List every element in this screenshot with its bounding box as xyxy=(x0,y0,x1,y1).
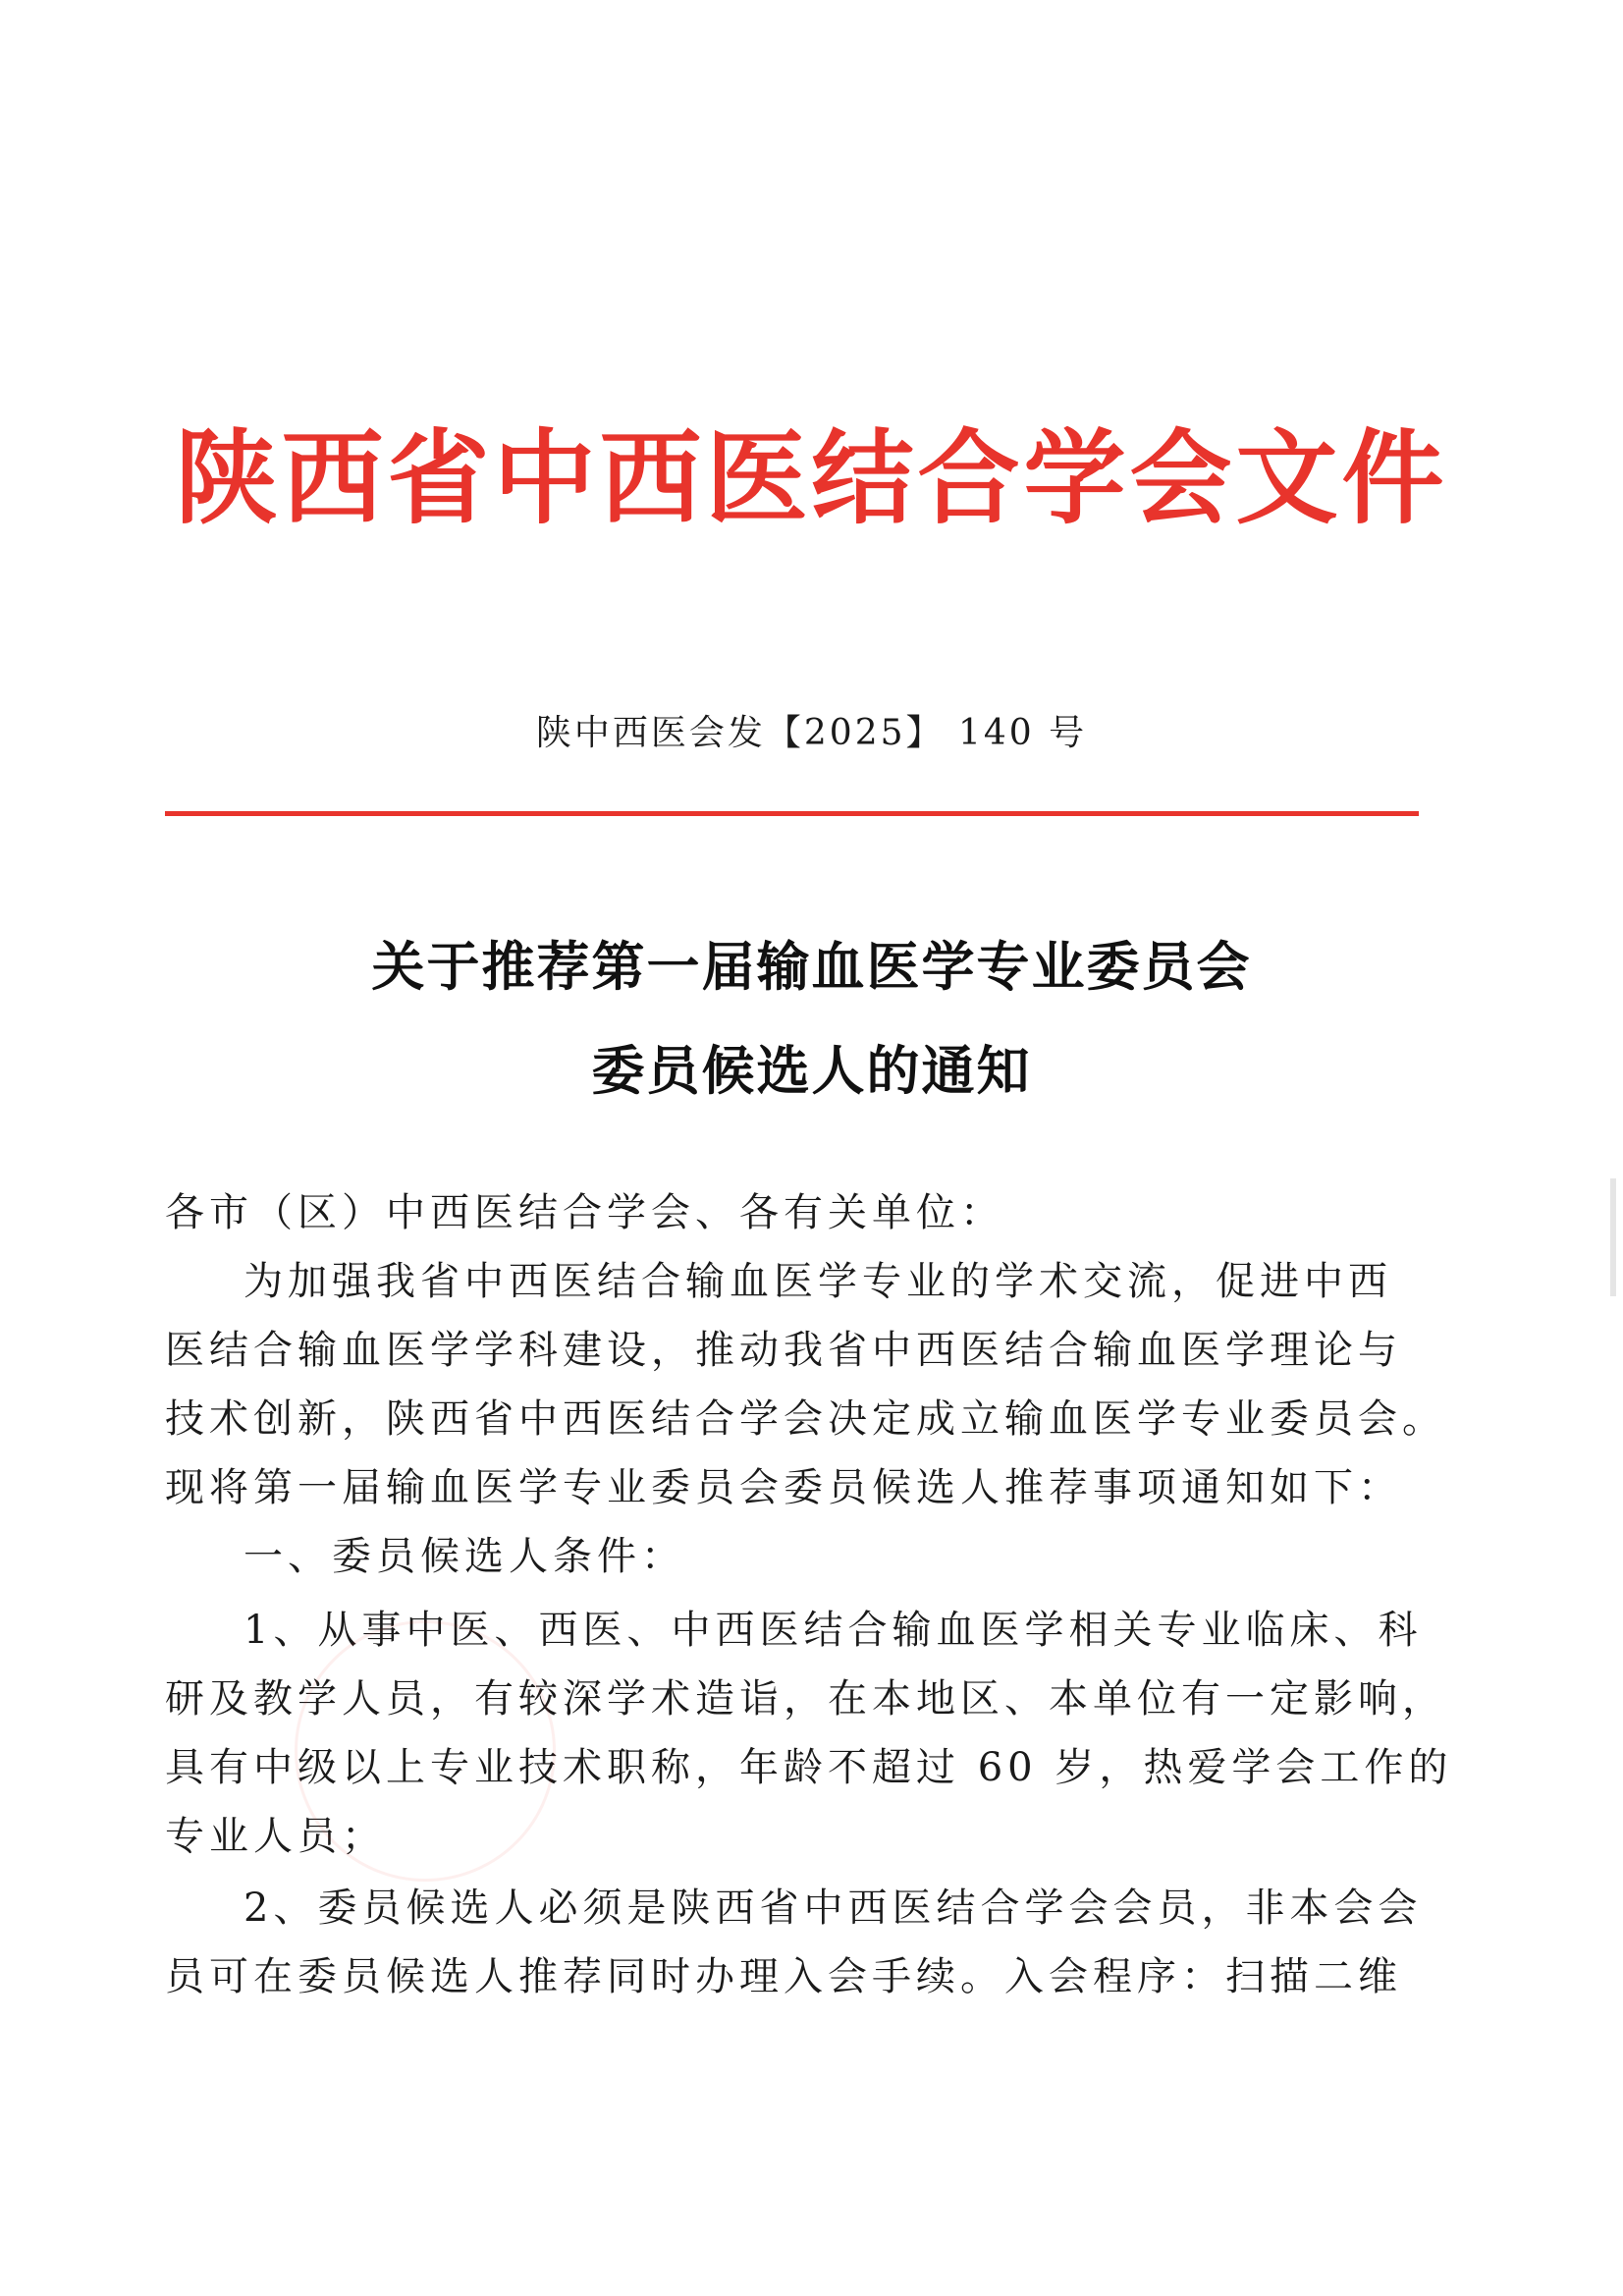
item2-line-1: 2、委员候选人必须是陕西省中西医结合学会会员，非本会会 xyxy=(243,1886,1423,1931)
salutation: 各市（区）中西医结合学会、各有关单位： xyxy=(165,1190,1004,1235)
masthead-title: 陕西省中西医结合学会文件 xyxy=(175,417,1448,538)
notice-title-line-1: 关于推荐第一届输血医学专业委员会 xyxy=(371,935,1252,998)
intro-line-2: 医结合输血医学学科建设，推动我省中西医结合输血医学理论与 xyxy=(165,1328,1402,1373)
item2-line-2: 员可在委员候选人推荐同时办理入会手续。入会程序：扫描二维 xyxy=(165,1954,1402,1999)
intro-line-1: 为加强我省中西医结合输血医学专业的学术交流，促进中西 xyxy=(243,1259,1392,1304)
notice-title-line-2: 委员候选人的通知 xyxy=(591,1039,1032,1102)
item1-line-2: 研及教学人员，有较深学术造诣，在本地区、本单位有一定影响， xyxy=(165,1676,1446,1722)
red-divider-rule xyxy=(165,811,1419,816)
document-number: 陕中西医会发【2025】 140 号 xyxy=(535,713,1088,753)
item1-line-1: 1、从事中医、西医、中西医结合输血医学相关专业临床、科 xyxy=(243,1608,1423,1653)
scan-edge-mark xyxy=(1610,1178,1616,1296)
item1-line-3: 具有中级以上专业技术职称，年龄不超过 60 岁，热爱学会工作的 xyxy=(165,1745,1453,1790)
intro-line-3: 技术创新，陕西省中西医结合学会决定成立输血医学专业委员会。 xyxy=(165,1396,1446,1442)
item1-line-4: 专业人员； xyxy=(165,1814,386,1859)
intro-line-4: 现将第一届输血医学专业委员会委员候选人推荐事项通知如下： xyxy=(165,1465,1402,1510)
section-heading-1: 一、委员候选人条件： xyxy=(243,1534,685,1579)
